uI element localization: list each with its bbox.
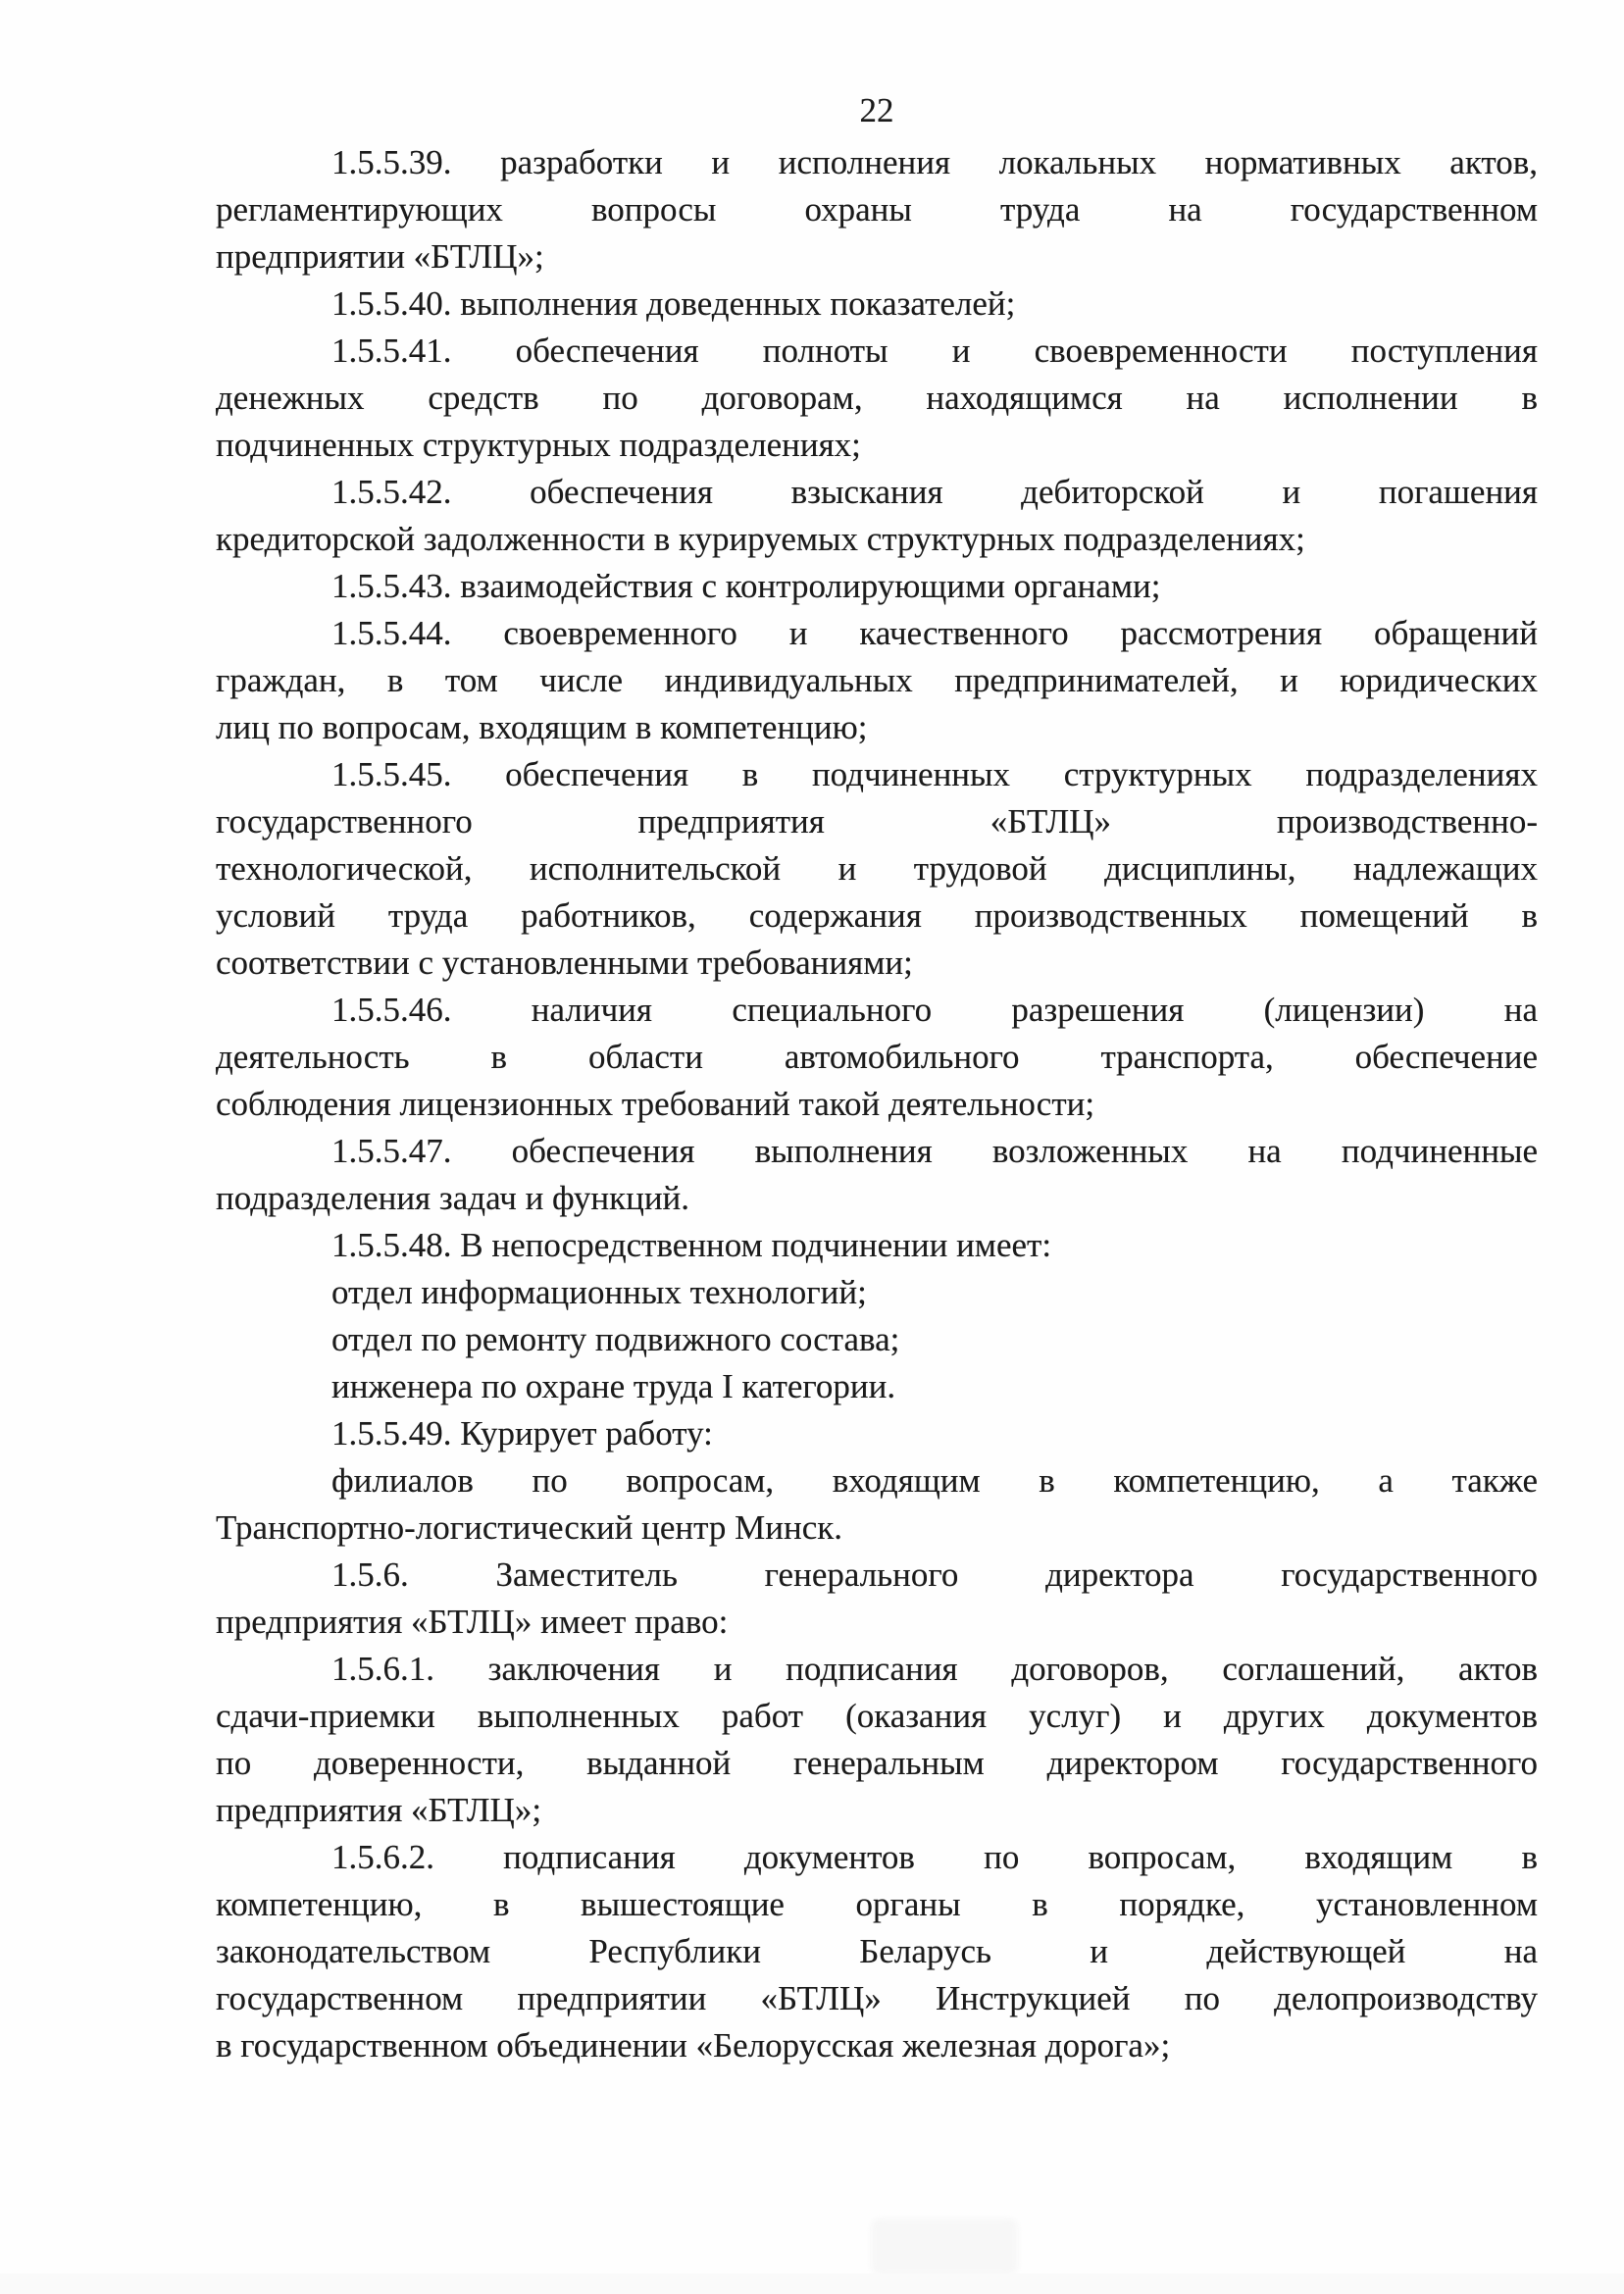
text-line: 1.5.6. Заместитель генерального директора государственного: [331, 1555, 1538, 1594]
scan-artifact-smudge: [871, 2218, 1018, 2275]
text-line: 1.5.5.46. наличия специального разрешения (лицензии) на: [331, 991, 1538, 1029]
paragraph: [216, 1128, 1538, 1222]
text-line: 1.5.5.47. обеспечения выполнения возложенных на подчиненные: [331, 1132, 1538, 1170]
text-line: денежных средств по договорам, находящимся на исполнении в: [216, 379, 1538, 417]
text-line: 1.5.5.49. Курирует работу:: [331, 1414, 713, 1453]
text-line: подчиненных структурных подразделениях;: [216, 426, 861, 464]
paragraph: [216, 610, 1538, 751]
text-line: кредиторской задолженности в курируемых структурных подразделениях;: [216, 520, 1305, 558]
text-line: Транспортно-логистический центр Минск.: [216, 1508, 843, 1547]
paragraph: [216, 280, 1538, 328]
text-line: инженера по охране труда I категории.: [331, 1367, 896, 1405]
text-line: 1.5.5.43. взаимодействия с контролирующими органами;: [331, 567, 1161, 605]
text-line: соблюдения лицензионных требований такой деятельности;: [216, 1085, 1095, 1123]
text-line: соответствии с установленными требованиями;: [216, 943, 913, 982]
text-line: 1.5.5.48. В непосредственном подчинении имеет:: [331, 1226, 1052, 1264]
scan-artifact-strip: [0, 2273, 1624, 2294]
text-line: предприятии «БТЛЦ»;: [216, 237, 544, 276]
text-line: 1.5.6.2. подписания документов по вопросам, входящим в: [331, 1838, 1538, 1876]
text-line: 1.5.5.41. обеспечения полноты и своевременности поступления: [331, 331, 1538, 370]
text-line: филиалов по вопросам, входящим в компетенцию, а также: [331, 1461, 1538, 1500]
paragraph: [216, 987, 1538, 1128]
paragraph: [216, 139, 1538, 280]
text-line: технологической, исполнительской и трудовой дисциплины, надлежащих: [216, 849, 1538, 888]
text-line: подразделения задач и функций.: [216, 1179, 690, 1217]
document-body: [216, 139, 1538, 2069]
text-line: 1.5.5.39. разработки и исполнения локальных нормативных актов,: [331, 143, 1538, 181]
text-line: 1.5.5.44. своевременного и качественного рассмотрения обращений: [331, 614, 1538, 652]
text-line: условий труда работников, содержания производственных помещений в: [216, 896, 1538, 935]
paragraph: [216, 1646, 1538, 1834]
text-line: по доверенности, выданной генеральным директором государственного: [216, 1744, 1538, 1782]
text-line: 1.5.5.45. обеспечения в подчиненных структурных подразделениях: [331, 755, 1538, 793]
paragraph: [216, 1363, 1538, 1410]
text-line: отдел по ремонту подвижного состава;: [331, 1320, 900, 1358]
paragraph: [216, 1552, 1538, 1646]
text-line: граждан, в том числе индивидуальных предпринимателей, и юридических: [216, 661, 1538, 699]
text-line: 1.5.5.42. обеспечения взыскания дебиторской и погашения: [331, 473, 1538, 511]
text-line: государственном предприятии «БТЛЦ» Инструкцией по делопроизводству: [216, 1979, 1538, 2017]
text-line: 1.5.5.40. выполнения доведенных показателей;: [331, 284, 1016, 323]
text-line: государственного предприятия «БТЛЦ» производственно-: [216, 802, 1538, 841]
text-line: 1.5.6.1. заключения и подписания договоров, соглашений, актов: [331, 1650, 1538, 1688]
text-line: предприятия «БТЛЦ» имеет право:: [216, 1603, 729, 1641]
text-line: деятельность в области автомобильного транспорта, обеспечение: [216, 1038, 1538, 1076]
paragraph: [216, 328, 1538, 469]
text-line: законодательством Республики Беларусь и действующей на: [216, 1932, 1538, 1970]
text-line: сдачи-приемки выполненных работ (оказания услуг) и других документов: [216, 1697, 1538, 1735]
paragraph: [216, 751, 1538, 987]
paragraph: [216, 1457, 1538, 1552]
paragraph: [216, 1834, 1538, 2069]
paragraph: [216, 1410, 1538, 1457]
text-line: компетенцию, в вышестоящие органы в порядке, установленном: [216, 1885, 1538, 1923]
paragraph: [216, 1222, 1538, 1269]
text-line: предприятия «БТЛЦ»;: [216, 1791, 542, 1829]
paragraph: [216, 469, 1538, 563]
text-line: отдел информационных технологий;: [331, 1273, 867, 1311]
text-line: в государственном объединении «Белорусская железная дорога»;: [216, 2026, 1171, 2065]
paragraph: [216, 563, 1538, 610]
paragraph: [216, 1316, 1538, 1363]
text-line: регламентирующих вопросы охраны труда на государственном: [216, 190, 1538, 229]
text-line: лиц по вопросам, входящим в компетенцию;: [216, 708, 868, 746]
paragraph: [216, 1269, 1538, 1316]
page-number: 22: [859, 91, 894, 129]
